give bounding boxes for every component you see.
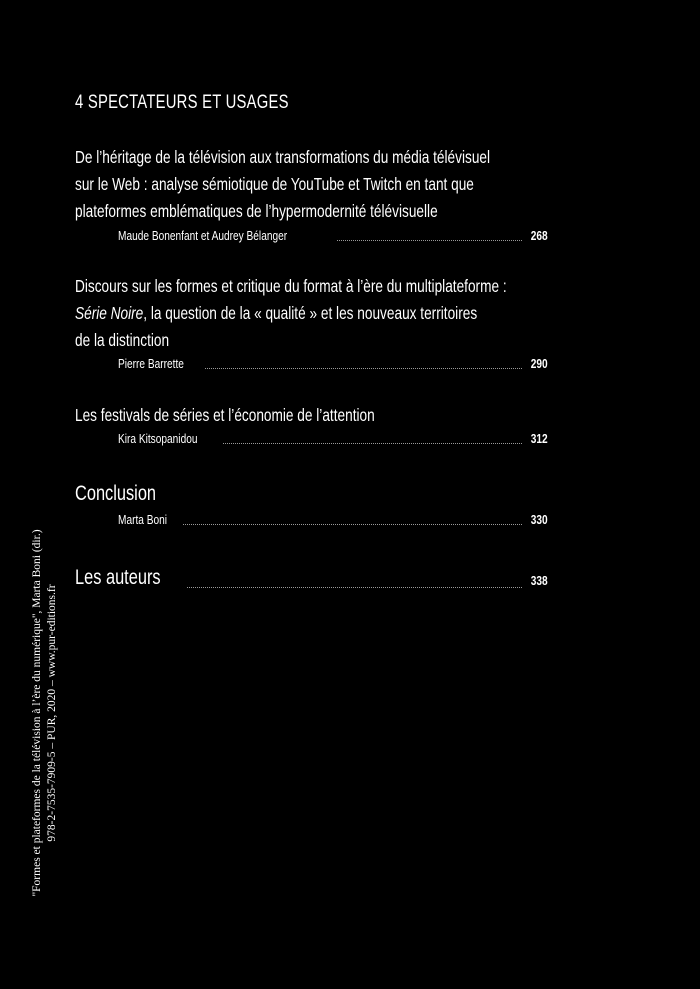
authors-section-row[interactable] <box>75 566 548 590</box>
author-name: Kira Kitsopanidou <box>118 431 198 446</box>
toc-entry-title <box>75 144 607 225</box>
page-number: 290 <box>531 356 548 371</box>
toc-author-row[interactable] <box>118 511 548 527</box>
title-line: Les festivals de séries et l’économie de l’attention <box>75 405 375 425</box>
title-line: sur le Web : analyse sémiotique de YouTube et Twitch en tant que <box>75 174 474 194</box>
toc-author-row[interactable] <box>118 430 548 446</box>
part-heading-text: 4 SPECTATEURS ET USAGES <box>75 92 289 113</box>
page-number: 312 <box>531 431 548 446</box>
toc-author-row[interactable] <box>118 227 548 243</box>
part-heading <box>75 92 349 114</box>
toc-entry-title <box>75 402 459 429</box>
title-line: De l’héritage de la télévision aux transformations du média télévisuel <box>75 147 491 167</box>
page-number: 338 <box>531 573 548 588</box>
toc-entry-title <box>75 273 628 354</box>
page-number: 330 <box>531 512 548 527</box>
spine-title-line: "Formes et plateformes de la télévision à l’ère du numérique", Marta Boni (dir.) <box>31 528 43 897</box>
conclusion-title: Conclusion <box>75 482 157 505</box>
page-number: 268 <box>531 228 548 243</box>
toc-author-row[interactable] <box>118 355 548 371</box>
title-italic: Série Noire <box>75 303 144 323</box>
spine-credit <box>20 455 70 970</box>
title-line: Discours sur les formes et critique du format à l’ère du multiplateforme : <box>75 276 507 296</box>
title-line: plateformes emblématiques de l’hypermodernité télévisuelle <box>75 201 438 221</box>
authors-section-title: Les auteurs <box>75 566 161 589</box>
spine-isbn-line: 978-2-7535-7909-5 – PUR, 2020 – www.pur-editions.fr <box>46 583 58 842</box>
author-name: Maude Bonenfant et Audrey Bélanger <box>118 228 288 243</box>
author-name: Marta Boni <box>118 512 168 527</box>
title-line: , la question de la « qualité » et les nouveaux territoires <box>143 303 478 323</box>
author-name: Pierre Barrette <box>118 356 184 371</box>
title-line: de la distinction <box>75 330 170 350</box>
